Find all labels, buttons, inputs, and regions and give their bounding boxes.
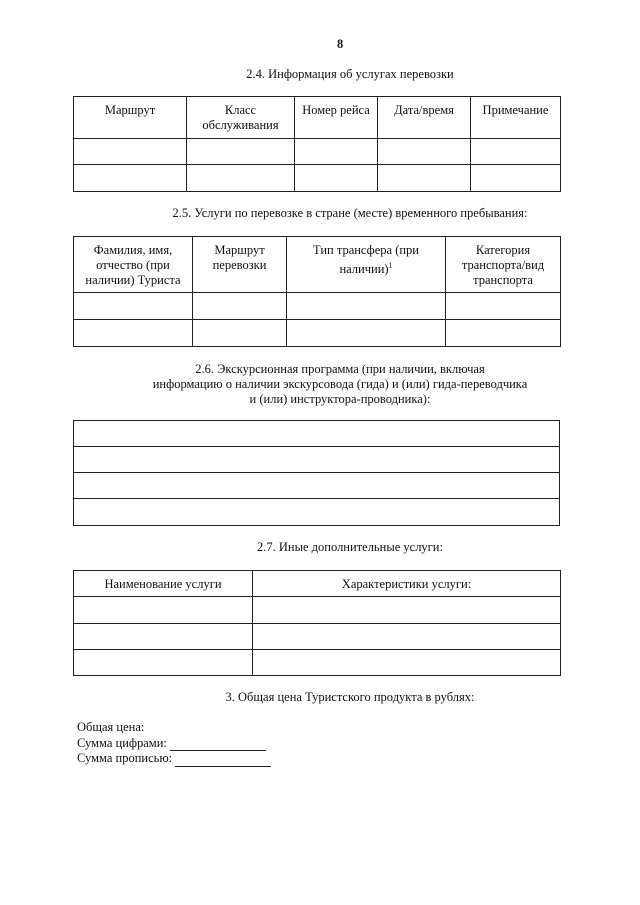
- title-line: и (или) инструктора-проводника):: [249, 392, 431, 406]
- header-transport-category: Категория транспорта/вид транспорта: [446, 237, 561, 293]
- cell[interactable]: [287, 293, 446, 320]
- cell[interactable]: [295, 139, 378, 165]
- table-row: [74, 624, 561, 650]
- table-row: [74, 499, 560, 526]
- cell[interactable]: [74, 499, 560, 526]
- cell[interactable]: [378, 139, 471, 165]
- additional-services-table: [73, 570, 561, 676]
- table-row: [74, 320, 561, 347]
- header-note: Примечание: [471, 97, 561, 139]
- cell[interactable]: [187, 139, 295, 165]
- cell[interactable]: [193, 320, 287, 347]
- price-block: [77, 720, 271, 767]
- cell[interactable]: [74, 597, 253, 624]
- section-3-title: 3. Общая цена Туристского продукта в рублях:: [225, 690, 475, 704]
- table-row: [74, 597, 561, 624]
- table-row: [74, 293, 561, 320]
- section-2-5-title: 2.5. Услуги по перевозке в стране (месте) временного пребывания:: [172, 206, 528, 220]
- title-line: 2.6. Экскурсионная программа (при наличии, включая: [195, 362, 485, 376]
- header-transfer-type: Тип трансфера (при наличии): [313, 243, 419, 277]
- cell[interactable]: [74, 139, 187, 165]
- cell[interactable]: [287, 320, 446, 347]
- cell[interactable]: [471, 139, 561, 165]
- cell[interactable]: [446, 293, 561, 320]
- table-row: [74, 650, 561, 676]
- local-transport-table: [73, 236, 561, 347]
- footnote-mark[interactable]: 1: [388, 261, 393, 270]
- cell[interactable]: [74, 473, 560, 499]
- table-row: [74, 139, 561, 165]
- section-2-6-title: [80, 362, 600, 407]
- page-number: 8: [337, 37, 344, 51]
- cell[interactable]: [253, 650, 561, 676]
- section-2-7-title: 2.7. Иные дополнительные услуги:: [257, 540, 443, 554]
- sum-words-field[interactable]: [175, 754, 271, 767]
- cell[interactable]: [74, 447, 560, 473]
- cell[interactable]: [74, 624, 253, 650]
- table-row: [74, 447, 560, 473]
- cell[interactable]: [193, 293, 287, 320]
- header-class: Класс обслуживания: [187, 97, 295, 139]
- cell[interactable]: [446, 320, 561, 347]
- table-row: [74, 421, 560, 447]
- sum-words-label: Сумма прописью:: [77, 751, 173, 765]
- cell[interactable]: [253, 624, 561, 650]
- header-datetime: Дата/время: [378, 97, 471, 139]
- cell[interactable]: [74, 650, 253, 676]
- header-route: Маршрут перевозки: [193, 237, 287, 293]
- sum-digits-field[interactable]: [170, 738, 266, 751]
- cell[interactable]: [253, 597, 561, 624]
- section-2-4-title: 2.4. Информация об услугах перевозки: [246, 67, 454, 81]
- table-row: [74, 473, 560, 499]
- total-price-label: Общая цена:: [77, 720, 145, 734]
- table-row: [74, 165, 561, 192]
- header-service-characteristics: Характеристики услуги:: [253, 571, 561, 597]
- title-line: информацию о наличии экскурсовода (гида) и (или) гида-переводчика: [152, 377, 528, 391]
- cell[interactable]: [187, 165, 295, 192]
- header-service-name: Наименование услуги: [74, 571, 253, 597]
- cell[interactable]: [74, 293, 193, 320]
- cell[interactable]: [295, 165, 378, 192]
- cell[interactable]: [74, 165, 187, 192]
- cell[interactable]: [471, 165, 561, 192]
- header-tourist-name: Фамилия, имя, отчество (при наличии) Туриста: [74, 237, 193, 293]
- cell[interactable]: [74, 320, 193, 347]
- cell[interactable]: [378, 165, 471, 192]
- sum-digits-label: Сумма цифрами:: [77, 735, 167, 750]
- header-flight: Номер рейса: [295, 97, 378, 139]
- cell[interactable]: [74, 421, 560, 447]
- header-route: Маршрут: [74, 97, 187, 139]
- transport-info-table: [73, 96, 561, 192]
- excursion-table: [73, 420, 560, 526]
